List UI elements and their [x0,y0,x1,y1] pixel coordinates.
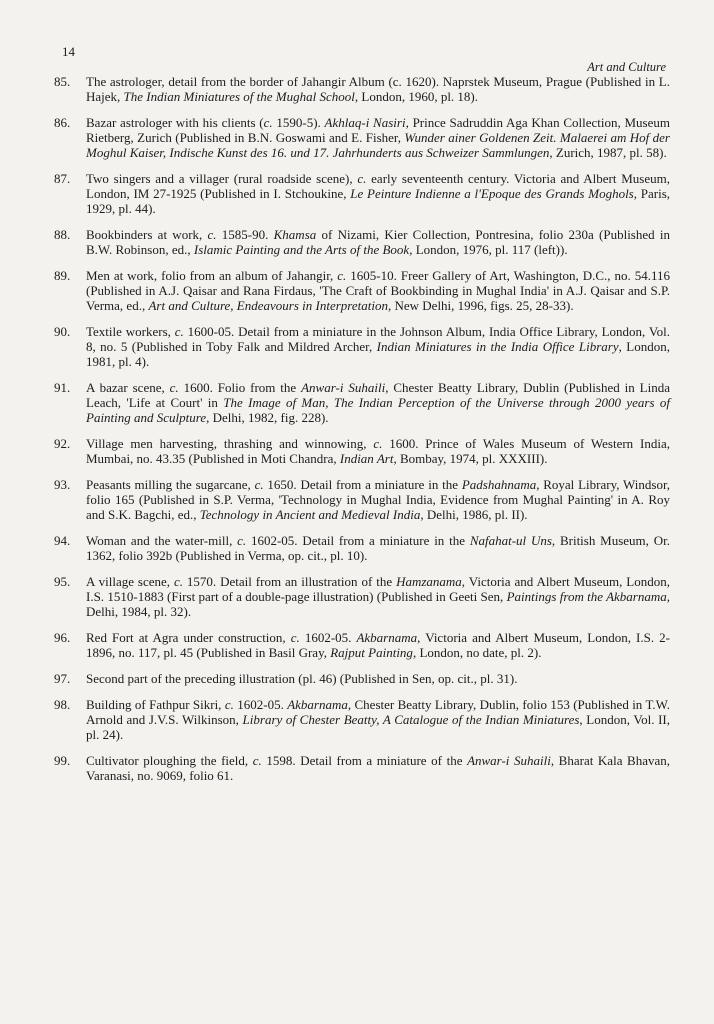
entry-text [86,697,670,742]
entry-number: 85. [54,74,71,89]
italic-title-text: Akbarnama [356,630,418,645]
italic-title-text: Library of Chester Beatty, A Catalogue of the Indian Miniatures [242,712,580,727]
entry-text-run: 1602-05. [233,697,288,712]
entry-number: 99. [54,753,71,768]
entry-number: 89. [54,268,71,283]
italic-title-text: Indian Art [339,451,394,466]
italic-title-text: c. [357,171,367,186]
entry-text-run: Two singers and a villager (rural roadside scene), [86,171,358,186]
entry-text-run: , Bombay, 1974, pl. XXXIII). [393,451,548,466]
entry-number: 97. [54,671,71,686]
entry-text-run: , Delhi, 1984, pl. 32). [86,589,671,619]
italic-title-text: Wunder ainer Goldenen Zeit. Malaerei am Hof der Moghul Kaiser, Indische Kunst des 16. und 17. Jahrhunderts aus Schweizer Sammlungen [86,130,670,160]
entry-text-run: Bookbinders at work, [86,227,208,242]
entry-text-run: , Paris, 1929, pl. 44). [86,186,671,216]
entry-text-run: , British Museum, Or. 1362, folio 392b (Published in Verma, op. cit., pl. 10). [86,533,670,563]
entry-text-run: Cultivator ploughing the field, [86,753,253,768]
italic-title-text: c. [254,477,264,492]
italic-title-text: Paintings from the Akbarnama [506,589,667,604]
list-item [54,574,670,619]
list-item [54,477,670,522]
italic-title-text: Anwar-i Suhaili [301,380,386,395]
entry-text-run: , New Delhi, 1996, figs. 25, 28-33). [387,298,574,313]
entry-text-run: , Bharat Kala Bhavan, Varanasi, no. 9069, folio 61. [86,753,671,783]
entry-text-run: Bazar astrologer with his clients ( [86,115,264,130]
italic-title-text: Hamzanama [396,574,462,589]
entry-number: 92. [54,436,71,451]
entry-text-run: 1590-5). [272,115,325,130]
list-item [54,380,670,425]
list-item [54,74,670,104]
italic-title-text: c. [207,227,217,242]
entry-text [86,115,670,160]
entry-text-run: 1585-90. [216,227,274,242]
entry-text-run: , Zurich, 1987, pl. 58). [549,145,667,160]
entry-text-run: Village men harvesting, thrashing and winnowing, [86,436,374,451]
italic-title-text: Akhlaq-i Nasiri [324,115,406,130]
entry-number: 95. [54,574,71,589]
entry-text-run: Men at work, folio from an album of Jahangir, [86,268,338,283]
entry-number: 98. [54,697,71,712]
italic-title-text: c. [337,268,347,283]
entry-text [86,171,670,216]
entry-text-run: 1650. Detail from a miniature in the [263,477,462,492]
entry-text-run: 1600. Folio from the [178,380,302,395]
entry-number: 87. [54,171,71,186]
italic-title-text: Art and Culture, Endeavours in Interpretation [148,298,388,313]
entry-text-run: , Royal Library, Windsor, folio 165 (Published in S.P. Verma, 'Technology in Mughal India, Evidence from Mughal Painting' in A. Roy and S.K. Bagchi, ed., [86,477,671,522]
list-item [54,268,670,313]
italic-title-text: Padshahnama [461,477,537,492]
entry-text-run: Textile workers, [86,324,175,339]
list-item [54,324,670,369]
italic-title-text: Akbarnama [287,697,348,712]
entry-number: 96. [54,630,71,645]
italic-title-text: c. [237,533,247,548]
entry-text-run: , Delhi, 1986, pl. II). [420,507,528,522]
list-item [54,533,670,563]
entry-text-run: A bazar scene, [86,380,170,395]
entry-text-run: , Delhi, 1982, fig. 228). [206,410,329,425]
entry-number: 91. [54,380,71,395]
entry-text-run: The astrologer, detail from the border of Jahangir Album (c. 1620). Naprstek Museum, Prague (Published in L. Hajek, [86,74,670,104]
italic-title-text: Le Peinture Indienne a l'Epoque des Grands Moghols [350,186,634,201]
list-item [54,171,670,216]
italic-title-text: c. [169,380,179,395]
italic-title-text: The Image of Man, The Indian Perception of the Universe through 2000 years of Painting and Sculpture [86,395,670,425]
entry-text [86,630,670,660]
list-item [54,753,670,783]
entry-text-run: 1605-10. Freer Gallery of Art, Washington, D.C., no. 54.116 (Published in A.J. Qaisar and Rana Firdaus, 'The Craft of Bookbinding in Mughal India' in A.J. Qaisar and S.P. Verma, ed., [86,268,670,313]
entry-text-run: A village scene, [86,574,174,589]
list-item [54,630,670,660]
entry-text [86,436,670,466]
entry-text [86,268,670,313]
entry-text-run: , Chester Beatty Library, Dublin, folio 153 (Published in T.W. Arnold and J.V.S. Wilkinson, [86,697,670,727]
entry-text-run: 1602-05. Detail from a miniature in the [246,533,470,548]
entry-text-run: 1602-05. [299,630,357,645]
entry-text [86,477,670,522]
entry-text-run: , London, 1976, pl. 117 (left)). [409,242,568,257]
entry-text-run: Building of Fathpur Sikri, [86,697,225,712]
list-item [54,227,670,257]
entry-text-run: , London, 1960, pl. 18). [354,89,479,104]
italic-title-text: Technology in Ancient and Medieval India [199,507,421,522]
italic-title-text: Khamsa [273,227,317,242]
entry-number: 93. [54,477,71,492]
entry-text-run: Second part of the preceding illustration (pl. 46) (Published in Sen, op. cit., pl. 31). [86,671,518,686]
entry-text-run: , Victoria and Albert Museum, London, I.S. 2-1896, no. 117, pl. 45 (Published in Basil Gray, [86,630,670,660]
entry-text [86,74,670,104]
entry-text-run: , Chester Beatty Library, Dublin (Published in Linda Leach, 'Life at Court' in [86,380,671,410]
entry-number: 90. [54,324,71,339]
list-item [54,436,670,466]
list-item [54,697,670,742]
list-item [54,671,670,686]
italic-title-text: c. [173,574,183,589]
entry-text-run: early seventeenth century. Victoria and Albert Museum, London, IM 27-1925 (Published in I. Stchoukine, [86,171,670,201]
entry-number: 88. [54,227,71,242]
entry-number: 86. [54,115,71,130]
entry-text-run: 1598. Detail from a miniature of the [261,753,468,768]
italic-title-text: c. [373,436,383,451]
italic-title-text: c. [263,115,273,130]
page-number: 14 [62,44,75,59]
entry-text-run: 1600. Prince of Wales Museum of Western India, Mumbai, no. 43.35 (Published in Moti Chandra, [86,436,671,466]
entry-text-run: 1570. Detail from an illustration of the [183,574,397,589]
italic-title-text: c. [174,324,184,339]
italic-title-text: Islamic Painting and the Arts of the Book [193,242,410,257]
italic-title-text: c. [290,630,300,645]
entry-text-run: of Nizami, Kier Collection, Pontresina, folio 230a (Published in B.W. Robinson, ed., [86,227,670,257]
italic-title-text: Rajput Painting [330,645,413,660]
entry-text-run: Red Fort at Agra under construction, [86,630,291,645]
list-item [54,115,670,160]
caption-list [54,74,670,794]
entry-number: 94. [54,533,71,548]
entry-text [86,324,670,369]
italic-title-text: c. [224,697,234,712]
entry-text-run: , Prince Sadruddin Aga Khan Collection, Museum Rietberg, Zurich (Published in B.N. Goswami and E. Fisher, [86,115,670,145]
entry-text [86,533,670,563]
running-head: Art and Culture [587,60,666,74]
entry-text-run: , Victoria and Albert Museum, London, I.S. 1510-1883 (First part of a double-page illustration) (Published in Geeti Sen, [86,574,670,604]
entry-text-run: 1600-05. Detail from a miniature in the Johnson Album, India Office Library, London, Vol. 8, no. 5 (Published in Toby Falk and Mildred Archer, [86,324,670,354]
italic-title-text: Anwar-i Suhaili [467,753,551,768]
entry-text-run: , London, Vol. II, pl. 24). [86,712,670,742]
entry-text [86,574,670,619]
italic-title-text: Nafahat-ul Uns [469,533,552,548]
italic-title-text: Indian Miniatures in the India Office Library [376,339,619,354]
entry-text-run: Woman and the water-mill, [86,533,238,548]
entry-text [86,227,670,257]
entry-text [86,753,670,783]
italic-title-text: c. [252,753,262,768]
entry-text-run: Peasants milling the sugarcane, [86,477,255,492]
entry-text [86,380,670,425]
entry-text-run: , London, no date, pl. 2). [412,645,542,660]
entry-text [86,671,670,686]
italic-title-text: The Indian Miniatures of the Mughal School [123,89,355,104]
entry-text-run: , London, 1981, pl. 4). [86,339,670,369]
